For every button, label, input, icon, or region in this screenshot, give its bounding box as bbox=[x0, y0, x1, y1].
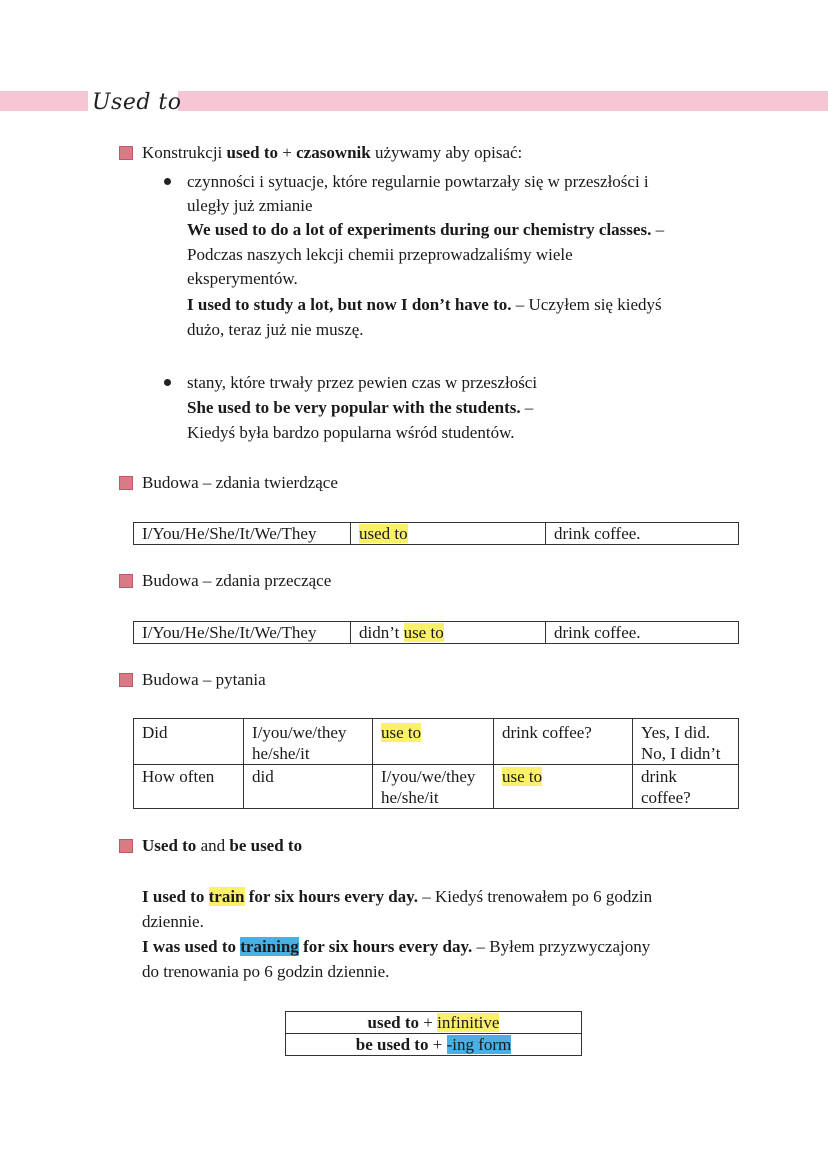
bullet1-line2: uległy już zmianie bbox=[187, 196, 313, 215]
square-bullet-icon bbox=[119, 574, 133, 588]
q-row1-subject: I/you/we/they he/she/it bbox=[244, 719, 373, 765]
q-row2-verb: use to bbox=[494, 765, 633, 809]
negative-verb: didn’t use to bbox=[351, 622, 546, 644]
q-row2-rest: drink coffee? bbox=[633, 765, 739, 809]
example1-pl-line1: Podczas naszych lekcji chemii przeprowadzaliśmy wiele bbox=[187, 245, 573, 264]
summary-table bbox=[285, 1011, 582, 1056]
q-row1-rest: drink coffee? bbox=[494, 719, 633, 765]
example2-line2: dużo, teraz już nie muszę. bbox=[187, 320, 364, 339]
square-bullet-icon bbox=[119, 673, 133, 687]
square-bullet-icon bbox=[119, 476, 133, 490]
square-bullet-icon bbox=[119, 839, 133, 853]
summary-row1: used to + infinitive bbox=[286, 1012, 582, 1034]
q-row1-aux: Did bbox=[134, 719, 244, 765]
bullet2-example-pl: Kiedyś była bardzo popularna wśród studentów. bbox=[187, 423, 515, 442]
affirmative-table bbox=[133, 522, 739, 545]
q-row1-verb: use to bbox=[373, 719, 494, 765]
page-title: Used to bbox=[92, 90, 182, 115]
example1-en: We used to do a lot of experiments during our chemistry classes. – bbox=[187, 220, 665, 239]
example1-pl-line2: eksperymentów. bbox=[187, 269, 298, 288]
questions-heading: Budowa – pytania bbox=[142, 670, 266, 689]
summary-row2: be used to + -ing form bbox=[286, 1034, 582, 1056]
bullet1-line1: czynności i sytuacje, które regularnie powtarzały się w przeszłości i bbox=[187, 172, 649, 191]
q-row2-subject: I/you/we/they he/she/it bbox=[373, 765, 494, 809]
bullet2-example-en: She used to be very popular with the students. – bbox=[187, 398, 534, 417]
compare-example1-line1: I used to train for six hours every day. – Kiedyś trenowałem po 6 godzin bbox=[142, 887, 653, 906]
compare-heading: Used to and be used to bbox=[142, 836, 303, 855]
questions-table bbox=[133, 718, 739, 809]
compare-example2-line1: I was used to training for six hours every day. – Byłem przyzwyczajony bbox=[142, 937, 651, 956]
intro-line: Konstrukcji used to + czasownik używamy aby opisać: bbox=[142, 143, 523, 162]
affirmative-rest: drink coffee. bbox=[546, 523, 739, 545]
affirmative-verb: used to bbox=[351, 523, 546, 545]
bullet2-line1: stany, które trwały przez pewien czas w przeszłości bbox=[187, 373, 538, 392]
compare-example1-line2: dziennie. bbox=[142, 912, 204, 931]
bullet-dot-icon bbox=[164, 178, 171, 185]
negative-subject: I/You/He/She/It/We/They bbox=[134, 622, 351, 644]
square-bullet-icon bbox=[119, 146, 133, 160]
affirmative-subject: I/You/He/She/It/We/They bbox=[134, 523, 351, 545]
affirmative-heading: Budowa – zdania twierdzące bbox=[142, 473, 338, 492]
example2-line1: I used to study a lot, but now I don’t have to. – Uczyłem się kiedyś bbox=[187, 295, 662, 314]
compare-example2-line2: do trenowania po 6 godzin dziennie. bbox=[142, 962, 390, 981]
negative-rest: drink coffee. bbox=[546, 622, 739, 644]
q-row2-aux: did bbox=[244, 765, 373, 809]
q-row2-wh: How often bbox=[134, 765, 244, 809]
q-row1-answers: Yes, I did. No, I didn’t bbox=[633, 719, 739, 765]
bullet-dot-icon bbox=[164, 379, 171, 386]
negative-table bbox=[133, 621, 739, 644]
negative-heading: Budowa – zdania przeczące bbox=[142, 571, 332, 590]
